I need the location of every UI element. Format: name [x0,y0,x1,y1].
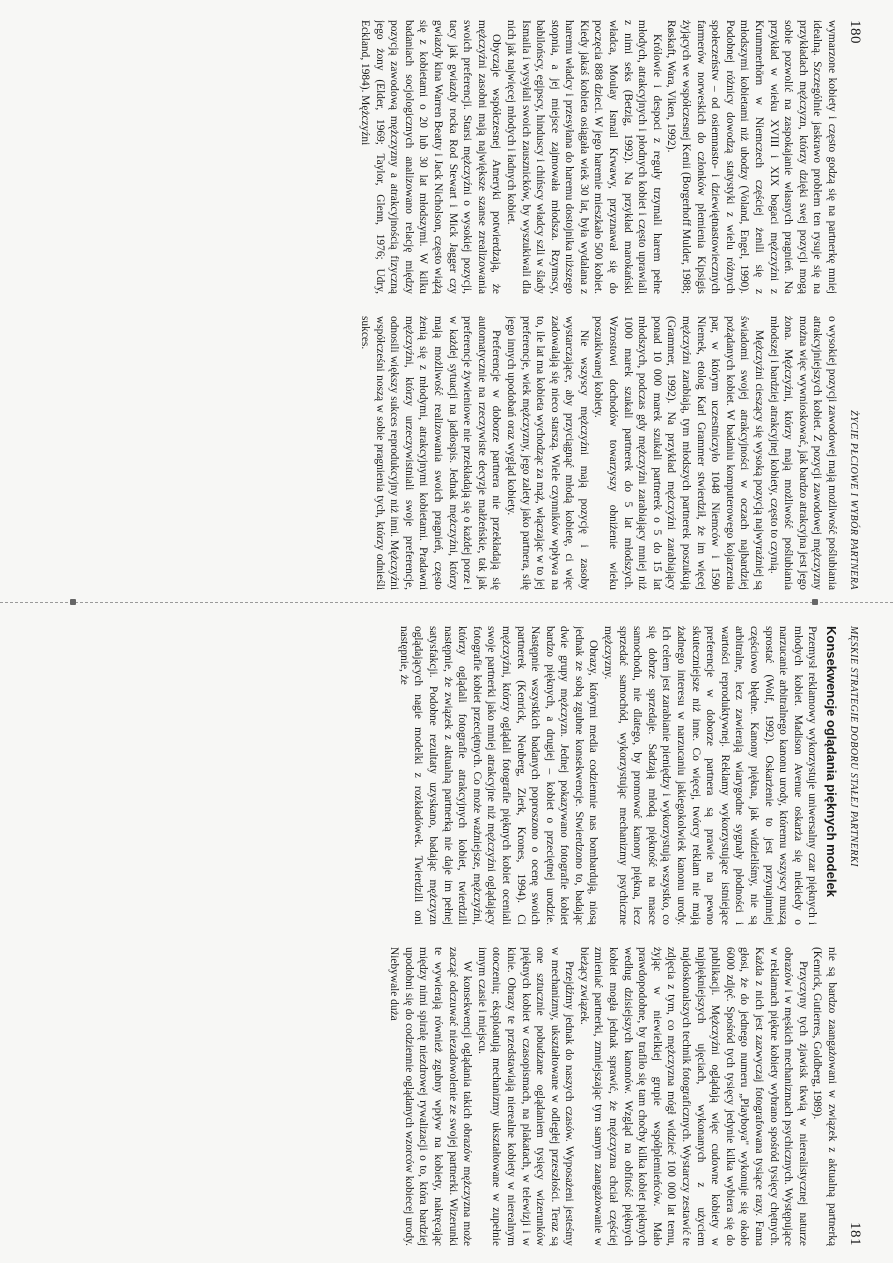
section-heading: Konsekwencje oglądania pięknych modelek [824,626,839,897]
page-header [839,20,865,590]
text-column-right [39,947,839,1246]
text-column-right [39,316,839,590]
paragraph: Mężczyźni cieszący się wysoką pozycją najwyraźniej są świadomi swojej atrakcyjności w oczach najbardziej pożądanych kobiet. W badaniu komputerowego kojarzenia par, w którym uczestniczyło 1048 Niemców i 1590 Niemek, etolog Karl Grammer stwierdził, że im więcej mężczyźni zarabiają, tym młodszych partnerek poszukują (Grammer, 1992). Na przykład mężczyźni zarabiający ponad 10 000 marek szukali partnerek o 5 do 15 lat młodszych, podczas gdy mężczyźni zarabiający mniej niż 1000 marek szukali partnerek do 5 lat młodszych. Wzrostowi dochodów towarzyszy obniżenie wieku poszukiwanej kobiety. [592,316,766,590]
page-number: 181 [847,1222,863,1246]
paragraph: W konsekwencji oglądania takich obrazów mężczyzna może zacząć odczuwać niezadowolenie ze swojej partnerki. Wizerunki te wywierają również zgubny wpływ na kobiety, nakręcając między nimi spiralę niezdrowej rywalizacji o to, która bardziej upodobni się do codziennie oglądanych wzorców kobiecej urody. Niebywale duża [388,947,474,1246]
paragraph: Przyczyny tych zjawisk tkwią w nierealistycznej naturze obrazów i w męskich mechanizmach psychicznych. Występujące w reklamach piękne kobiety wybrano spośród tysięcy chętnych. Każda z nich jest zazwyczaj fotografowana tysiące razy. Fama głosi, że do jednego numeru „Playboya" wykonuje się około 6000 zdjęć. Spośród tych tysięcy jedynie kilka wybiera się do publikacji. Mężczyźni oglądają więc cudowne kobiety w najpiękniejszych ujęciach, wykonanych z użyciem najdoskonalszych technik fotograficznych. Wystarczy zestawić te zdjęcia z tym, co mężczyzna mógł widzieć 100 000 lat temu, żyjąc w niewielkiej grupie współplemieńców. Mało prawdopodobne, by trafiło się tam choćby kilka kobiet pięknych według dzisiejszych kanonów. Wzgląd na obfitość pięknych kobiet mogła jednak sprawić, że mężczyzna chciał częściej zmieniać partnerki, zmniejszając tym samym zaangażowanie w bieżący związek. [577,947,809,1246]
running-title: ŻYCIE PŁCIOWE I WYBÓR PARTNERA [848,410,859,590]
page-180-content [25,20,865,590]
page-181-content [25,626,865,1246]
page-number: 180 [847,20,863,44]
page-181 [0,604,893,1263]
text-column-left [39,626,839,925]
paragraph: Przemysł reklamowy wykorzystuje uniwersalny czar pięknych i młodych kobiet. Madison Avenue oskarża się niekiedy o narzucanie arbitralnego kanonu urody, któremu wszyscy muszą sprostać (Wolf, 1992). Oskarżenie to jest przynajmniej częściowo błędne. Kanony piękna, jak widzieliśmy, nie są arbitralne, lecz zawierają wiarygodne sygnały płodności i wartości reproduktywnej. Reklamy wykorzystujące istniejące preferencje w doborze partnera są prawie na pewno skuteczniejsze niż inne. Co więcej, twórcy reklam nie mają żadnego interesu w narzucaniu jakiegokolwiek kanonu urody. Ich celem jest zarabianie pieniędzy i wykorzystują wszystko, co się dobrze sprzedaje. Sadzają młodą piękność na masce samochodu, nie dlatego, by promować kanony piękna, lecz sprzedać samochód, wykorzystując mechanizmy psychiczne mężczyzny. [602,626,819,925]
paragraph: wymarzone kobiety i często godzą się na partnerkę mniej idealną. Szczególnie jaskrawo problem ten rysuje się na przykładach mężczyzn, którzy dzięki swej pozycji mogą sobie pozwolić na zaspokajanie własnych pragnień. Na przykład w wieku XVIII i XIX bogaci mężczyźni z Krummerhörn w Niemczech częściej żenili się z młodszymi kobietami niż ubodzy (Voland, Engel, 1990). Podobnej różnicy dowodzą statystyki z wielu różnych społeczeństw – od osiemnasto- i dziewiętnastowiecznych farmerów norweskich do członków plemienia Kipsigis żyjących we współczesnej Kenii (Borgerhoff Mulder, 1988; Røskaft, Wara, Viken, 1992). [665,20,838,294]
page-180 [0,0,893,600]
paragraph: Przejdźmy jednak do naszych czasów. Wyposażeni jesteśmy w mechanizmy, ukształtowane w odległej przeszłości. Teraz są one sztucznie pobudzane oglądaniem tysięcy wizerunków pięknych kobiet w czasopismach, na plakatach, w telewizji i w kinie. Obrazy te przedstawiają nierealne kobiety w nierealnym otoczeniu; eksploatują mechanizmy ukształtowane w zupełnie innym czasie i miejscu. [475,947,576,1246]
page-divider [0,602,893,603]
paragraph: Obrazy, którymi media codziennie nas bombardują, niosą jednak ze sobą zgubne konsekwencje. Stwierdzono to, badając dwie grupy mężczyzn. Jednej pokazywano fotografie kobiet bardzo pięknych, a drugiej – kobiet o przeciętnej urodzie. Następnie wszystkich badanych poproszono o ocenę swoich partnerek (Kenrick, Neuberg, Zierk, Krones, 1994). Ci mężczyźni, którzy oglądali fotografie pięknych kobiet oceniali swoje partnerki jako mniej atrakcyjne niż mężczyźni oglądający fotografie kobiet przeciętnych. Co może ważniejsze, mężczyźni, którzy oglądali fotografie atrakcyjnych kobiet, twierdzili następnie, że związek z aktualną partnerką nie daje im pełnej satysfakcji. Podobne rezultaty uzyskano, badając mężczyzn oglądających nagie modelki z rozkładówek. Twierdzili oni następnie, że [397,626,600,925]
paragraph: Obyczaje współczesnej Ameryki potwierdzają, że mężczyźni zasobni mają największe szanse zrealizowania swoich preferencji. Starsi mężczyźni o wysokiej pozycji, tacy jak gwiazdy rocka Rod Stewart i Mick Jagger czy gwiazdy kina Warren Beatty i Jack Nicholson, często wiążą się z kobietami o 20 lub 30 lat młodszymi. W kilku badaniach socjologicznych analizowano relację między pozycją zawodową mężczyzny a atrakcyjnością fizyczną jego żony (Elder, 1969; Taylor, Glenn, 1976; Udry, Eckland, 1984). Mężczyźni [359,20,503,294]
page-header [839,626,865,1246]
paragraph: nie są bardzo zaangażowani w związek z aktualną partnerką (Kenrick, Gutierres, Goldberg, 1989). [811,947,838,1246]
text-column-left [39,20,839,294]
paragraph: o wysokiej pozycji zawodowej mają możliwość poślubiania atrakcyjniejszych kobiet. Z pozycji zawodowej mężczyzny można więc wywnioskować, jak bardzo atrakcyjna jest jego żona. Mężczyźni, którzy mają możliwość poślubiania młodszej i bardziej atrakcyjnej kobiety, często to czynią. [767,316,838,590]
paragraph: Preferencje w doborze partnera nie przekładają się automatycznie na rzeczywiste decyzje małżeńskie, tak jak preferencje żywieniowe nie przekładają się o każdej porze i w każdej sytuacji na jadłospis. Jednak mężczyźni, którzy mają możliwość realizowania swoich pragnień, często żenią się z młodymi, atrakcyjnymi kobietami. Pradawni mężczyźni, którzy urzeczywistniali swoje preferencje, odnosili większy sukces reprodukcyjny niż inni. Mężczyźni współcześni noszą w sobie pragnienia tych, którzy odnieśli sukces. [359,316,503,590]
paragraph: Nie wszyscy mężczyźni mają pozycję i zasoby wystarczające, aby przyciągnąć młodą kobietę, ci więc zadowalają się nieco starszą. Wiele czynników wpływa na to, ile lat ma kobieta wychodząc za mąż, włączając w to jej preferencje, wiek mężczyzny, jego zalety jako partnera, siłę jego innych upodobań oraz wygląd kobiety. [504,316,590,590]
paragraph: Królowie i despoci z reguły trzymali harem pełne młodych, atrakcyjnych i płodnych kobiet i często uprawiali z nimi seks (Betzig, 1992). Na przykład marokański władca, Moulay Ismail Krwawy, przyznawał się do poczęcia 888 dzieci. W jego haremie mieszkało 500 kobiet. Kiedy jakaś kobieta osiągała wiek 30 lat, była wydalana z haremu władcy i przesyłana do haremu dostojnika niższego stopnia, a jej miejsce zajmowała młodsza. Rzymscy, babilońscy, egipscy, hinduscy i chińscy władcy szli w ślady Ismaila i wysyłali swoich zausznicków, by wyszukiwali dla nich jak najwięcej młodych i ładnych kobiet. [504,20,663,294]
running-title: MĘSKIE STRATEGIE DOBORU STAŁEJ PARTNERKI [848,626,859,867]
